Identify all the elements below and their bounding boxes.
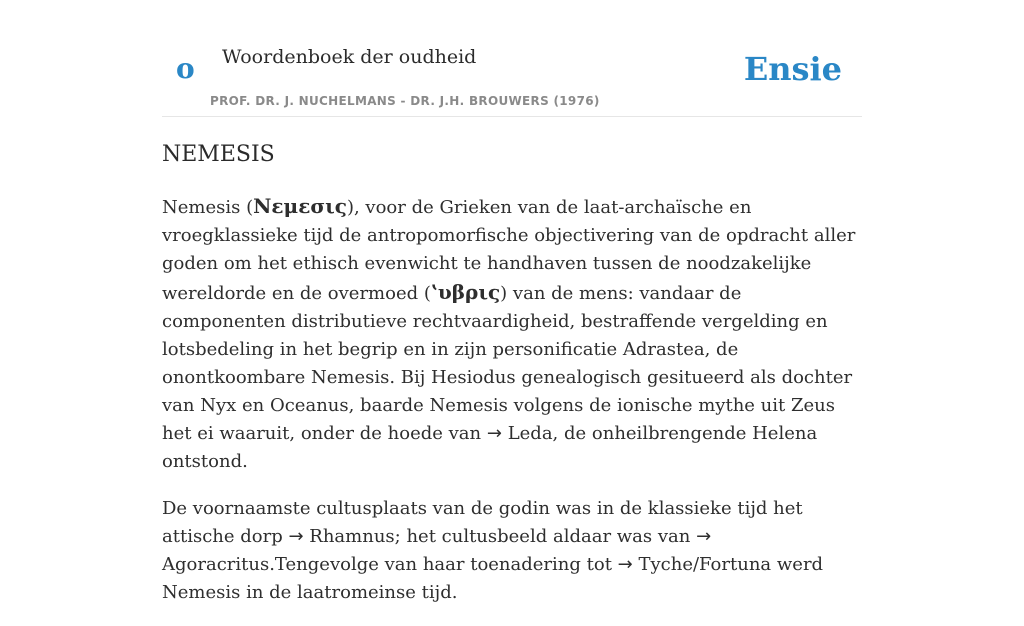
text-segment: De voornaamste cultusplaats van de godin was in de klassieke tijd het attische dorp xyxy=(162,498,803,547)
header xyxy=(162,0,862,117)
book-title[interactable]: Woordenboek der oudheid xyxy=(222,46,477,68)
link-label: Agoracritus xyxy=(162,554,270,575)
text-segment: werd Nemesis in de laatromeinse tijd. xyxy=(162,554,824,603)
link-label: Tyche/Fortuna xyxy=(638,554,772,575)
index-letter[interactable]: o xyxy=(176,52,195,85)
link-rhamnus[interactable] xyxy=(288,526,394,547)
paragraph-2 xyxy=(162,495,862,607)
link-label: Rhamnus xyxy=(309,526,395,547)
text-segment: .Tengevolge van haar toenadering tot xyxy=(269,554,618,575)
text-segment: ), voor de Grieken van de laat-archaïsche en vroegklassieke tijd de antropomorfische objectivering van de opdracht aller goden om het ethisch evenwicht te handhaven tussen de noodzakelijke wereldorde en de overmoed ( xyxy=(162,197,856,304)
arrow-right-icon: → xyxy=(696,526,712,547)
link-leda[interactable] xyxy=(487,423,553,444)
text-segment: Nemesis ( xyxy=(162,197,254,218)
text-segment: , de onheilbrengende Helena ontstond. xyxy=(162,423,818,472)
link-label: Leda xyxy=(507,423,553,444)
article-body xyxy=(162,192,862,626)
text-segment: ) van de mens: vandaar de componenten distributieve rechtvaardigheid, bestraffende vergelding en lotsbedeling in het begrip en in zijn personificatie Adrastea, de onontkoombare Nemesis. Bij Hesiodus genealogisch gesitueerd als dochter van Nyx en Oceanus, baarde Nemesis volgens de ionische mythe uit Zeus het ei waaruit, onder de hoede van xyxy=(162,283,853,444)
arrow-right-icon: → xyxy=(617,554,633,575)
greek-term-hybris: ʽυβρις xyxy=(430,280,501,304)
link-tyche-fortuna[interactable] xyxy=(618,554,772,575)
text-segment: ; het cultusbeeld aldaar was van xyxy=(394,526,697,547)
entry-title: NEMESIS xyxy=(162,142,275,167)
greek-term-nemesis: Νεμεσις xyxy=(253,194,347,218)
arrow-right-icon: → xyxy=(486,423,502,444)
arrow-right-icon: → xyxy=(288,526,304,547)
book-authors: PROF. DR. J. NUCHELMANS - DR. J.H. BROUWERS (1976) xyxy=(210,94,600,108)
brand-logo[interactable]: Ensie xyxy=(743,50,842,88)
paragraph-1 xyxy=(162,192,862,476)
